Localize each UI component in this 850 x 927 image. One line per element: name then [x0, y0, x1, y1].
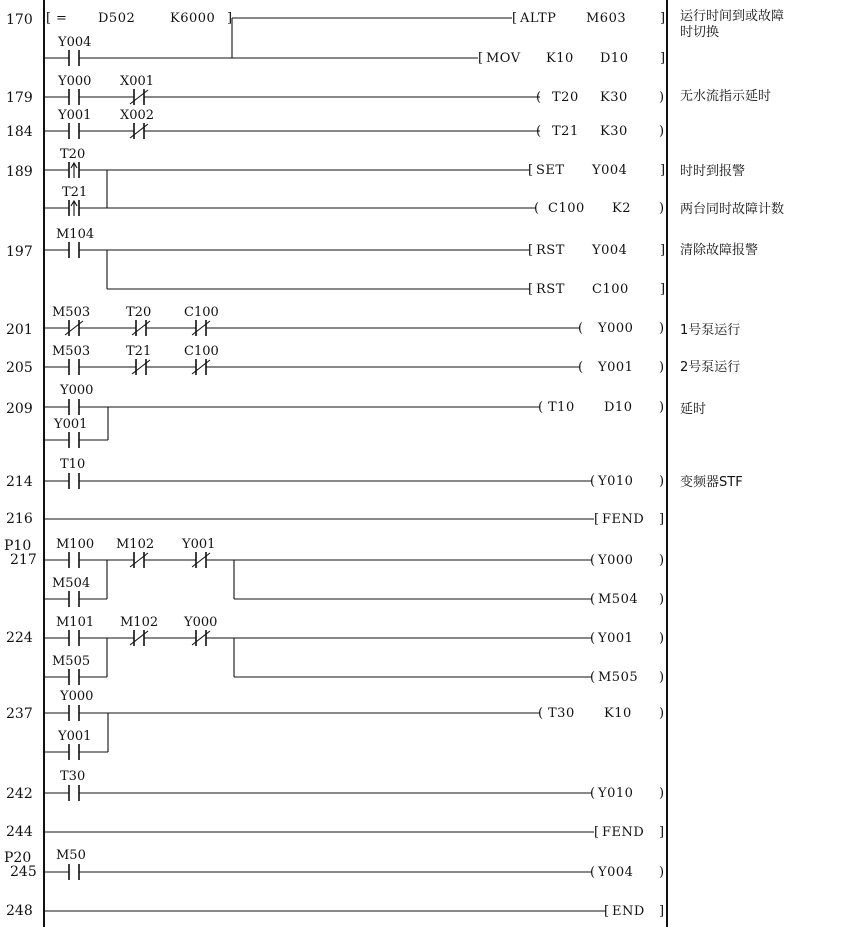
contact-label: Y000	[58, 74, 92, 89]
step-number: 245	[10, 864, 37, 880]
rung-245	[4, 848, 665, 880]
normally-open-contact-icon	[69, 359, 79, 375]
normally-open-contact-icon	[69, 744, 79, 760]
normally-open-contact-icon	[69, 864, 79, 880]
step-number: 179	[6, 90, 33, 106]
contact-label: Y001	[54, 417, 88, 432]
step-number: 189	[6, 164, 33, 180]
contact-label: Y004	[58, 35, 92, 50]
step-number: 242	[6, 786, 33, 802]
normally-open-contact-icon	[69, 50, 79, 66]
output-coil: Y004	[598, 865, 634, 880]
step-number: 217	[10, 552, 37, 568]
pointer-label: P10	[4, 538, 32, 554]
contact-label: T10	[60, 457, 86, 472]
contact-label: Y000	[60, 383, 94, 398]
output-close-paren: )	[659, 706, 665, 721]
output-coil: M504	[598, 592, 639, 607]
rung-224	[6, 615, 665, 685]
rung-209	[6, 383, 706, 448]
contact-label: X001	[120, 74, 155, 89]
rung-comment: 两台同时故障计数	[680, 202, 785, 217]
normally-open-contact-icon	[69, 399, 79, 415]
contact-label: T21	[62, 185, 88, 200]
output-operand: T30	[548, 706, 575, 721]
output-close-bracket: ]	[660, 51, 666, 66]
output-instruction: SET	[536, 163, 565, 178]
output-close-paren: )	[659, 124, 665, 139]
step-number: 224	[6, 630, 33, 646]
contact-label: C100	[184, 344, 219, 359]
output-open-paren: (	[538, 706, 544, 721]
contact-label: M50	[56, 848, 86, 863]
rising-edge-contact-icon	[69, 200, 79, 216]
step-number: 197	[6, 244, 33, 260]
output-operand: K10	[546, 51, 574, 66]
compare-operand: D502	[98, 11, 136, 26]
contact-label: M505	[52, 654, 91, 669]
contact-label: Y001	[58, 729, 92, 744]
normally-open-contact-icon	[69, 242, 79, 258]
rung-comment: 1号泵运行	[680, 323, 741, 338]
compare-open-bracket: [	[46, 11, 52, 26]
output-instruction: RST	[536, 282, 565, 297]
output-operand: C100	[548, 201, 585, 216]
normally-open-contact-icon	[69, 630, 79, 646]
contact-label: T20	[126, 305, 152, 320]
output-open-paren: (	[590, 865, 596, 880]
step-number: 209	[6, 401, 33, 417]
normally-open-contact-icon	[69, 591, 79, 607]
output-close-bracket: ]	[659, 512, 665, 527]
output-close-bracket: ]	[659, 825, 665, 840]
rung-comment: 无水流指示延时	[680, 89, 772, 104]
normally-open-contact-icon	[69, 705, 79, 721]
contact-label: M503	[52, 305, 91, 320]
output-instruction: ALTP	[520, 11, 557, 26]
output-open-bracket: [	[594, 825, 600, 840]
rising-edge-contact-icon	[69, 162, 79, 178]
contact-label: Y000	[184, 615, 218, 630]
output-close-paren: )	[659, 90, 665, 105]
step-number: 216	[6, 511, 33, 527]
contact-label: T20	[60, 147, 86, 162]
output-coil: Y010	[598, 474, 634, 489]
output-close-paren: )	[659, 201, 665, 216]
output-operand: K30	[600, 124, 628, 139]
rung-comment: 变频器STF	[680, 475, 743, 490]
rung-comment: 时切换	[680, 25, 720, 40]
compare-close-bracket: ]	[227, 11, 233, 26]
output-operand: K10	[604, 706, 632, 721]
output-instruction: MOV	[486, 51, 521, 66]
output-close-paren: )	[659, 786, 665, 801]
step-number: 205	[6, 360, 33, 376]
output-open-bracket: [	[528, 243, 534, 258]
output-instruction: FEND	[602, 512, 645, 527]
output-close-bracket: ]	[660, 163, 666, 178]
rung-comment: 清除故障报警	[680, 243, 759, 258]
rung-comment: 时时到报警	[680, 164, 746, 179]
output-close-paren: )	[659, 400, 665, 415]
normally-open-contact-icon	[69, 669, 79, 685]
contact-label: Y001	[58, 108, 92, 123]
compare-operand: K6000	[170, 11, 216, 26]
output-close-paren: )	[659, 321, 665, 336]
output-coil: M505	[598, 670, 639, 685]
contact-label: C100	[184, 305, 219, 320]
output-close-paren: )	[659, 553, 665, 568]
step-number: 214	[6, 474, 33, 490]
rung-214	[6, 457, 743, 490]
pointer-label: P20	[4, 850, 32, 866]
output-operand: Y004	[592, 243, 628, 258]
step-number: 244	[6, 824, 33, 840]
output-open-paren: (	[536, 124, 542, 139]
rung-237	[6, 689, 665, 760]
contact-label: X002	[120, 108, 155, 123]
rung-comment: 运行时间到或故障	[680, 9, 785, 24]
output-open-bracket: [	[604, 904, 610, 919]
contact-label: M102	[120, 615, 159, 630]
contact-label: M104	[56, 227, 95, 242]
contact-label: M100	[56, 537, 95, 552]
output-open-paren: (	[590, 553, 596, 568]
normally-open-contact-icon	[69, 123, 79, 139]
output-operand: T21	[552, 124, 579, 139]
step-number: 248	[6, 903, 33, 919]
rung-201	[6, 305, 740, 338]
output-close-paren: )	[659, 360, 665, 375]
step-number: 170	[6, 12, 33, 28]
output-operand: T10	[548, 400, 575, 415]
normally-open-contact-icon	[69, 432, 79, 448]
output-coil: Y000	[598, 553, 634, 568]
rung-216	[6, 511, 665, 527]
contact-label: M504	[52, 576, 91, 591]
output-close-paren: )	[659, 592, 665, 607]
normally-open-contact-icon	[69, 473, 79, 489]
rung-179	[6, 74, 771, 106]
output-operand: M603	[586, 11, 627, 26]
contact-label: M101	[56, 615, 95, 630]
step-number: 237	[6, 706, 33, 722]
step-number: 201	[6, 322, 33, 338]
output-close-paren: )	[659, 865, 665, 880]
output-open-paren: (	[534, 201, 540, 216]
output-close-paren: )	[659, 670, 665, 685]
output-open-bracket: [	[528, 163, 534, 178]
rung-197	[6, 227, 758, 297]
normally-open-contact-icon	[69, 785, 79, 801]
output-operand: K30	[600, 90, 628, 105]
output-close-paren: )	[659, 474, 665, 489]
output-instruction: RST	[536, 243, 565, 258]
output-close-bracket: ]	[660, 243, 666, 258]
contact-label: T30	[60, 769, 86, 784]
contact-label: M503	[52, 344, 91, 359]
output-close-bracket: ]	[660, 282, 666, 297]
output-instruction: END	[612, 904, 645, 919]
rung-248	[6, 903, 665, 919]
output-operand: C100	[592, 282, 629, 297]
rung-205	[6, 344, 740, 376]
output-close-bracket: ]	[659, 904, 665, 919]
output-open-paren: (	[536, 90, 542, 105]
output-open-paren: (	[590, 592, 596, 607]
step-number: 184	[6, 124, 33, 140]
rung-comment: 2号泵运行	[680, 360, 741, 375]
rung-242	[6, 769, 665, 802]
output-close-paren: )	[659, 631, 665, 646]
output-operand: K2	[612, 201, 631, 216]
rung-184	[6, 108, 665, 140]
output-operand: T20	[552, 90, 579, 105]
normally-open-contact-icon	[69, 89, 79, 105]
output-coil: Y001	[598, 360, 634, 375]
output-open-bracket: [	[512, 11, 518, 26]
output-close-bracket: ]	[660, 11, 666, 26]
output-coil: Y010	[598, 786, 634, 801]
output-open-paren: (	[590, 631, 596, 646]
contact-label: M102	[116, 537, 155, 552]
compare-operator: =	[56, 11, 68, 26]
output-open-bracket: [	[594, 512, 600, 527]
rung-comment: 延时	[680, 402, 707, 417]
contact-label: Y000	[60, 689, 94, 704]
output-operand: D10	[600, 51, 629, 66]
normally-open-contact-icon	[69, 552, 79, 568]
output-open-paren: (	[590, 670, 596, 685]
output-open-paren: (	[578, 360, 584, 375]
output-coil: Y000	[598, 321, 634, 336]
rung-244	[6, 824, 665, 840]
contact-label: T21	[126, 344, 152, 359]
output-open-bracket: [	[528, 282, 534, 297]
output-instruction: FEND	[602, 825, 645, 840]
rung-217	[4, 537, 665, 607]
output-open-bracket: [	[478, 51, 484, 66]
output-open-paren: (	[590, 786, 596, 801]
output-open-paren: (	[590, 474, 596, 489]
output-operand: Y004	[592, 163, 628, 178]
contact-label: Y001	[182, 537, 216, 552]
output-open-paren: (	[538, 400, 544, 415]
output-operand: D10	[604, 400, 633, 415]
output-coil: Y001	[598, 631, 634, 646]
output-open-paren: (	[578, 321, 584, 336]
